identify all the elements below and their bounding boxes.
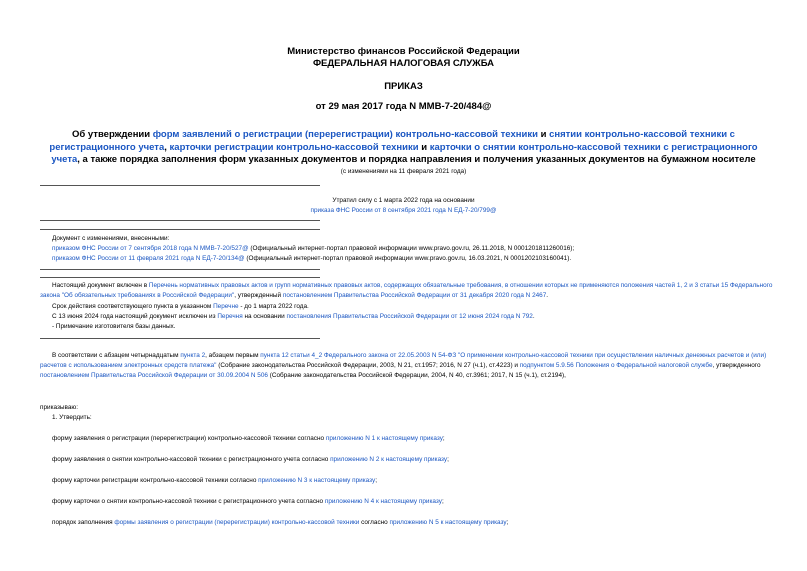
list-link[interactable]: Перечне [213,303,239,310]
doc-type: ПРИКАЗ [384,81,423,92]
order-item: форму заявления о снятии контрольно-кассовой техники с регистрационного учета согласно приложению N 2 к настоящему приказу; [52,456,449,463]
basis-paragraph: В соответствии с абзацем четырнадцатым пункта 2, абзацем первым пункта 12 статьи 4_2 Федерального закона от 22.05.2003 N 54-ФЗ "О применении контрольно-кассовой техники при осуществлении наличных денежных расчетов и (или) расчетов с использованием электронных средств платежа" (Собрание законодательства Российской Федерации, 2003, N 21, ст.1957; 2016, N 27 (ч.1), ст.4223) и подпунктом 5.9.56 Положения о Федеральной налоговой службе, утвержденного постановлением Правительства Российской Федерации от 30.09.2004 N 506 (Собрание законодательства Российской Федерации, 2004, N 40, ст.3961; 2017, N 15 (ч.1), ст.2194), [40,352,767,380]
annex-4-link[interactable]: приложению N 4 к настоящему приказу [324,498,442,505]
annex-1-link[interactable]: приложению N 1 к настоящему приказу [325,435,443,442]
fns-regulation-link[interactable]: Положения о Федеральной налоговой службе [575,362,713,370]
expired-link[interactable]: приказа ФНС России от 8 сентября 2021 года N ЕД-7-20/799@ [310,207,497,214]
title-link-deregistration-card[interactable]: карточки о снятии контрольно-кассовой техники с регистрационного учета [51,141,758,165]
inclusion-list-link-cont[interactable]: и 3 статьи 15 Федерального закона "Об обязательных требованиях в Российской Федерации" [40,282,773,300]
government-decree-506-link[interactable]: постановлением Правительства Российской Федерации от 30.09.2004 N 506 [40,372,268,380]
title-link-registration-card[interactable]: карточки регистрации контрольно-кассовой техники [169,141,419,153]
registration-form-link[interactable]: формы заявления о регистрации (перерегистрации) контрольно-кассовой техники [114,519,360,526]
annex-3-link[interactable]: приложению N 3 к настоящему приказу [258,477,376,484]
annex-5-link[interactable]: приложению N 5 к настоящему приказу [389,519,507,526]
document-title: Об утверждении форм заявлений о регистрации (перерегистрации) контрольно-кассовой техники и снятии контрольно-кассовой техники с регистрационного учета, карточки регистрации контрольно-кассовой техники и карточки о снятии контрольно-кассовой техники с регистрационного учета, а также порядка заполнения форм указанных документов и порядка направления и получения указанных документов на бумажном носителе [49,129,758,165]
order-item: форму заявления о регистрации (перерегистрации) контрольно-кассовой техники согласно приложению N 1 к настоящему приказу; [52,435,445,442]
title-link-deregistration-form[interactable]: снятии контрольно-кассовой техники с регистрационного учета [49,129,735,153]
order-item: порядок заполнения формы заявления о регистрации (перерегистрации) контрольно-кассовой техники согласно приложению N 5 к настоящему приказу; [52,519,509,526]
government-decree-2467-link[interactable]: постановлением Правительства Российской Федерации от 31 декабря 2020 года N 2467 [282,292,547,300]
federal-law-54fz-link-cont[interactable]: денежных расчетов и (или) расчетов с использованием электронных средств платежа" [40,352,767,370]
validity-paragraph: Срок действия соответствующего пункта в указанном Перечне - до 1 марта 2022 года. [52,303,309,310]
subclause-link[interactable]: подпунктом 5.9.56 [519,362,574,370]
order-word: приказываю: [40,404,78,411]
federal-law-54fz-link[interactable]: пункта 12 статьи 4_2 Федерального закона от 22.05.2003 N 54-ФЗ "О применении контрольно-кассовой техники при осуществлении наличных [260,352,684,359]
change-link-2021[interactable]: приказом ФНС России от 11 февраля 2021 года N ЕД-7-20/134@ [52,255,245,262]
inclusion-paragraph: Настоящий документ включен в Перечень нормативных правовых актов и групп нормативных правовых актов, содержащих обязательные требования, в отношении которых не применяются положения частей 1, 2 и 3 статьи 15 Федерального закона "Об обязательных требованиях в Российской Федерации", утвержденный постановлением Правительства Российской Федерации от 31 декабря 2020 года N 2467. [40,282,773,300]
divider [40,229,320,230]
doc-date-number: от 29 мая 2017 года N ММВ-7-20/484@ [315,101,492,112]
divider [40,269,320,270]
inclusion-list-link[interactable]: Перечень нормативных правовых актов и групп нормативных правовых актов, содержащих обязательные требования, в отношении которых не применяются положения частей 1, 2 [148,282,688,289]
service-name: ФЕДЕРАЛЬНАЯ НАЛОГОВАЯ СЛУЖБА [312,58,495,69]
divider [40,220,320,221]
divider [40,185,320,186]
amendment-note: (с изменениями на 11 февраля 2021 года) [340,168,467,175]
change-link-2018[interactable]: приказом ФНС России от 7 сентября 2018 года N ММВ-7-20/527@ [52,245,249,252]
expired-note: Утратил силу с 1 марта 2022 года на основании [332,197,475,204]
list-link-2[interactable]: Перечня [217,313,243,320]
changes-item: приказом ФНС России от 11 февраля 2021 года N ЕД-7-20/134@ (Официальный интернет-портал правовой информации www.pravo.gov.ru, 16.03.2021, N 0001202103160041). [52,255,572,262]
db-note: - Примечание изготовителя базы данных. [52,323,176,330]
exclusion-paragraph: С 13 июня 2024 года настоящий документ исключен из Перечня на основании постановления Правительства Российской Федерации от 12 июня 2024 года N 792. [52,313,535,320]
changes-heading: Документ с изменениями, внесенными: [52,235,170,242]
annex-2-link[interactable]: приложению N 2 к настоящему приказу [330,456,448,463]
divider [40,277,320,278]
changes-item: приказом ФНС России от 7 сентября 2018 года N ММВ-7-20/527@ (Официальный интернет-портал правовой информации www.pravo.gov.ru, 26.11.2018, N 0001201811260016); [52,245,575,252]
government-decree-792-link[interactable]: постановления Правительства Российской Федерации от 12 июня 2024 года N 792 [286,313,533,320]
ministry-name: Министерство финансов Российской Федерации [287,46,520,57]
clause-2-link[interactable]: пункта 2 [180,352,206,359]
order-item: форму карточки регистрации контрольно-кассовой техники согласно приложению N 3 к настоящему приказу; [52,477,377,484]
divider [40,338,320,339]
approve-clause: 1. Утвердить: [52,414,92,421]
order-item: форму карточки о снятии контрольно-кассовой техники с регистрационного учета согласно приложению N 4 к настоящему приказу; [52,498,444,505]
title-link-registration-form[interactable]: форм заявлений о регистрации (перерегистрации) контрольно-кассовой техники [152,129,538,140]
